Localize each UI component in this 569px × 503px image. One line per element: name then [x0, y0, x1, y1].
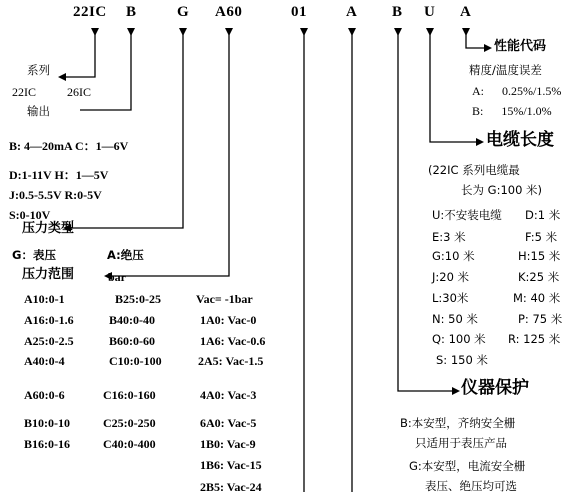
range-cell: 2A5: Vac-1.5 — [198, 354, 264, 368]
cable-option: Q: 100 米 — [432, 332, 486, 346]
code-pressure-type: G — [177, 4, 190, 20]
range-cell: B60:0-60 — [109, 334, 155, 348]
range-cell: C10:0-100 — [109, 354, 162, 368]
cable-option: P: 75 米 — [518, 312, 563, 326]
protection-g-line2: 表压、绝压均可选 — [425, 479, 517, 493]
code-series: 22IC — [73, 4, 107, 20]
range-cell: 6A0: Vac-5 — [200, 416, 257, 430]
cable-option: L:30米 — [432, 291, 469, 305]
pressure-type-g: G：表压 — [12, 248, 56, 262]
cable-option: H:15 米 — [518, 249, 561, 263]
code-output: B — [126, 4, 137, 20]
cable-option: G:10 米 — [432, 249, 475, 263]
output-option: D:1-11V H：1—5V — [9, 168, 109, 182]
range-cell: 1A0: Vac-0 — [200, 313, 257, 327]
series-opt-22ic: 22IC — [12, 85, 36, 99]
code-cable: B — [392, 4, 403, 20]
cable-length-note: 长为 G:100 米) — [461, 183, 543, 197]
range-cell: C16:0-160 — [103, 388, 156, 402]
range-cell: C40:0-400 — [103, 437, 156, 451]
cable-option: M: 40 米 — [513, 291, 561, 305]
pressure-type-title: 压力类型 — [22, 221, 75, 236]
code-cable-length: U — [424, 4, 436, 20]
range-cell: 1B6: Vac-15 — [200, 458, 262, 472]
range-cell: A25:0-2.5 — [24, 334, 74, 348]
code-model-number: 01 — [291, 4, 307, 20]
cable-option: E:3 米 — [432, 230, 466, 244]
accuracy-subtitle: 精度/温度误差 — [469, 63, 542, 77]
output-option: B: 4—20mA C：1—6V — [9, 139, 129, 153]
cable-option: J:20 米 — [432, 270, 470, 284]
pressure-type-a: A:绝压 — [107, 248, 144, 262]
cable-option: N: 50 米 — [432, 312, 478, 326]
code-range: A60 — [215, 4, 243, 20]
range-cell: 2B5: Vac-24 — [200, 480, 262, 494]
cable-option: U:不安装电缆 — [432, 208, 502, 222]
accuracy-b: B: 15%/1.0% — [472, 104, 552, 118]
code-protection: A — [346, 4, 358, 20]
accuracy-connector — [466, 30, 488, 48]
accuracy-title: 性能代码 — [494, 39, 547, 54]
range-cell: A60:0-6 — [24, 388, 65, 402]
range-cell: B25:0-25 — [115, 292, 161, 306]
range-cell: 1A6: Vac-0.6 — [200, 334, 266, 348]
range-cell: A40:0-4 — [24, 354, 65, 368]
series-title: 系列 — [27, 63, 50, 77]
protection-g-line1: G:本安型，电流安全栅 — [409, 459, 526, 473]
series-connector — [62, 30, 95, 77]
output-option: S:0-10V — [9, 208, 51, 222]
cable-option: S: 150 米 — [436, 353, 488, 367]
output-option: J:0.5-5.5V R:0-5V — [9, 188, 102, 202]
cable-option: D:1 米 — [525, 208, 561, 222]
protection-title: 仪器保护 — [461, 378, 529, 398]
cable-length-title: 电缆长度 — [486, 130, 554, 150]
output-label: 输出 — [27, 104, 50, 118]
accuracy-a: A: 0.25%/1.5% — [472, 84, 562, 98]
pressure-range-title: 压力范围 — [22, 267, 75, 282]
cable-length-note: (22IC 系列电缆最 — [428, 163, 520, 177]
series-opt-26ic: 26IC — [67, 85, 91, 99]
range-cell: Vac= -1bar — [196, 292, 253, 306]
range-cell: B10:0-10 — [24, 416, 70, 430]
range-connector — [108, 30, 229, 276]
protection-b-line2: 只适用于表压产品 — [415, 436, 507, 450]
range-cell: A10:0-1 — [24, 292, 65, 306]
cable-option: R: 125 米 — [508, 332, 561, 346]
range-cell: 1B0: Vac-9 — [200, 437, 256, 451]
pressure-range-unit: bar — [108, 270, 126, 284]
range-cell: C25:0-250 — [103, 416, 156, 430]
range-cell: B40:0-40 — [109, 313, 155, 327]
protection-b-line1: B:本安型，齐纳安全栅 — [400, 416, 516, 430]
code-accuracy: A — [460, 4, 472, 20]
cable-option: F:5 米 — [525, 230, 558, 244]
range-cell: B16:0-16 — [24, 437, 70, 451]
cable-option: K:25 米 — [518, 270, 560, 284]
range-cell: A16:0-1.6 — [24, 313, 74, 327]
range-cell: 4A0: Vac-3 — [200, 388, 257, 402]
